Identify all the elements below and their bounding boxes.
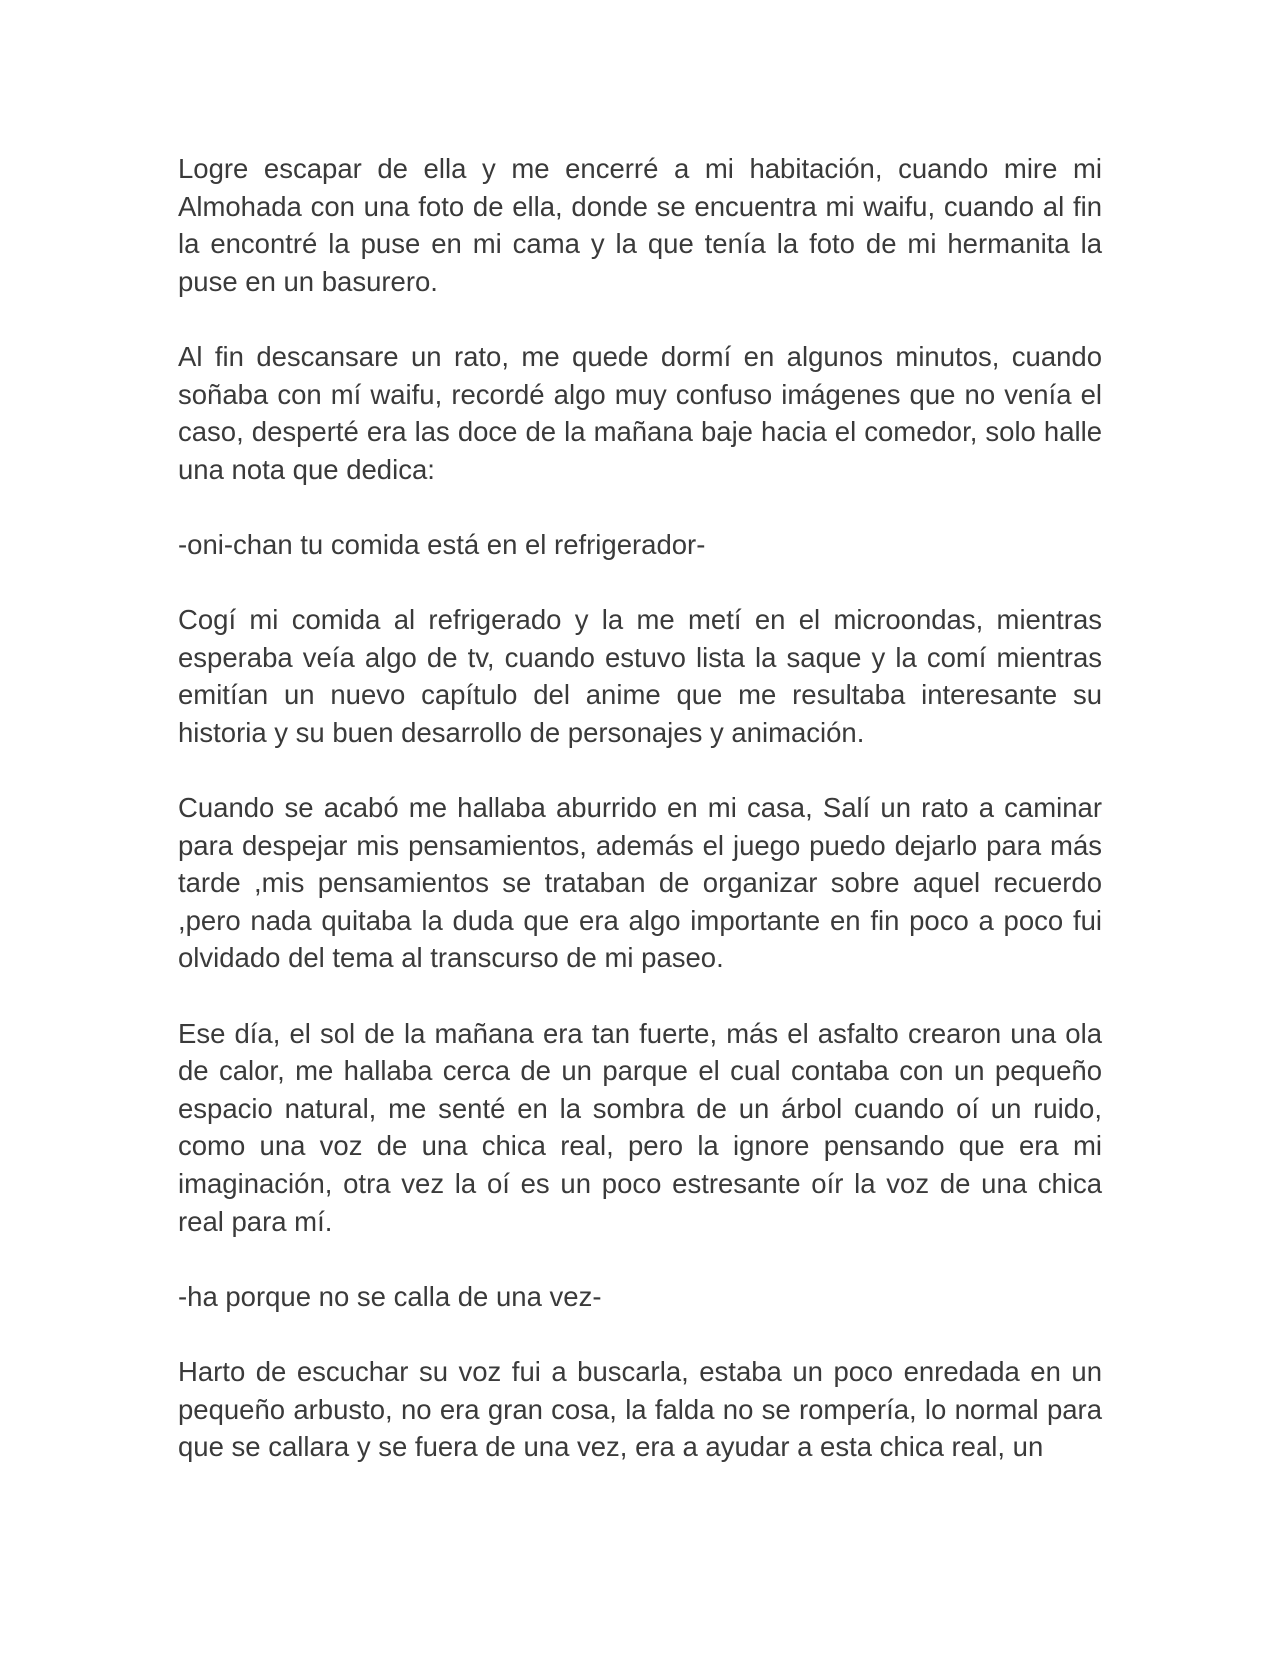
paragraph-1: Logre escapar de ella y me encerré a mi habitación, cuando mire mi Almohada con una foto de ella, donde se encuentra mi waifu, cuando al fin la encontré la puse en mi cama y la que tenía la foto de mi hermanita la puse en un basurero. <box>178 153 1102 297</box>
paragraph-5: Ese día, el sol de la mañana era tan fuerte, más el asfalto crearon una ola de calor, me hallaba cerca de un parque el cual contaba con un pequeño espacio natural, me senté en la sombra de un árbol cuando oí un ruido, como una voz de una chica real, pero la ignore pensando que era mi imaginación, otra vez la oí es un poco estresante oír la voz de una chica real para mí. <box>178 1017 1102 1237</box>
dialogue-line-2: -ha porque no se calla de una vez- <box>178 1280 602 1312</box>
paragraph-4: Cuando se acabó me hallaba aburrido en mi casa, Salí un rato a caminar para despejar mis pensamientos, además el juego puedo dejarlo para más tarde ,mis pensamientos se trataban de organizar sobre aquel recuerdo ,pero nada quitaba la duda que era algo importante en fin poco a poco fui olvidado del tema al transcurso de mi paseo. <box>178 792 1102 974</box>
paragraph-6: Harto de escuchar su voz fui a buscarla, estaba un poco enredada en un pequeño arbusto, no era gran cosa, la falda no se rompería, lo normal para que se callara y se fuera de una vez, era a ayudar a esta chica real, un <box>178 1356 1102 1463</box>
paragraph-2: Al fin descansare un rato, me quede dormí en algunos minutos, cuando soñaba con mí waifu, recordé algo muy confuso imágenes que no venía el caso, desperté era las doce de la mañana baje hacia el comedor, solo halle una nota que dedica: <box>178 340 1102 485</box>
document-page <box>178 150 1102 1466</box>
paragraph-3: Cogí mi comida al refrigerado y la me metí en el microondas, mientras esperaba veía algo de tv, cuando estuvo lista la saque y la comí mientras emitían un nuevo capítulo del anime que me resultaba interesante su historia y su buen desarrollo de personajes y animación. <box>178 604 1102 748</box>
dialogue-line-1: -oni-chan tu comida está en el refrigerador- <box>178 528 706 560</box>
